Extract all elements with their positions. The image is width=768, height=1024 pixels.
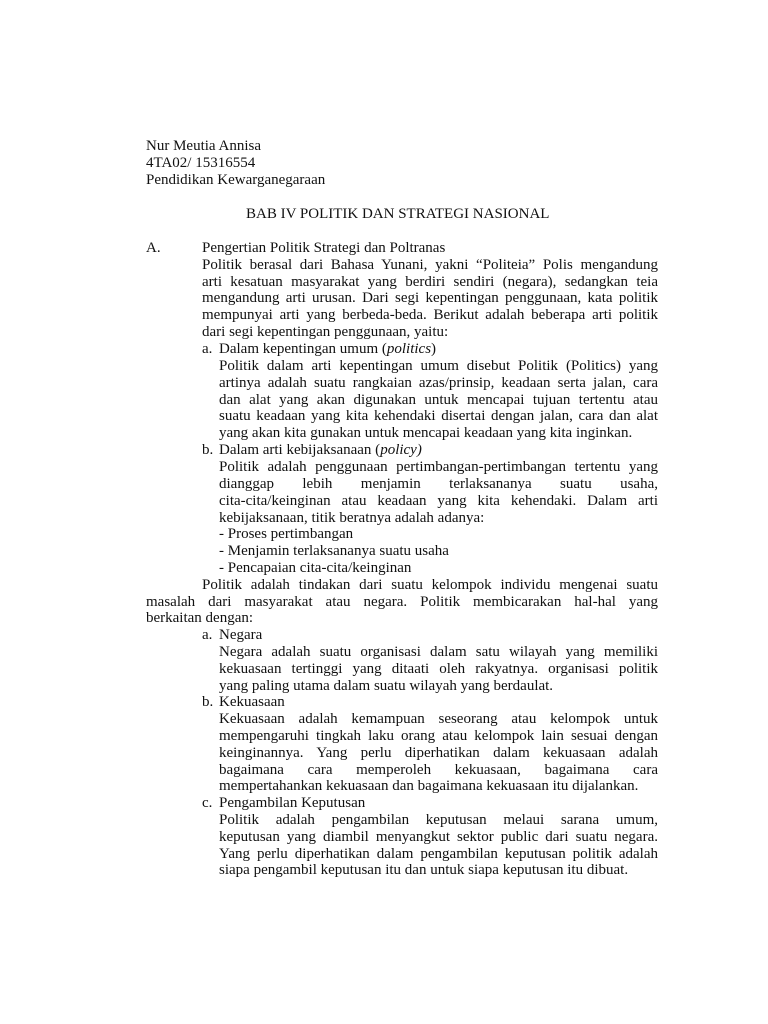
paragraph-line: Politik adalah pengambilan keputusan melaui sarana umum, bbox=[219, 812, 658, 828]
list-marker: a. bbox=[202, 627, 213, 643]
paragraph-line: Politik berasal dari Bahasa Yunani, yakni “Politeia” Polis mengandung bbox=[202, 257, 658, 273]
paragraph-line: mengandung arti urusan. Dari segi kepentingan penggunaan, kata politik bbox=[202, 290, 658, 306]
bullet-item: - Menjamin terlaksananya suatu usaha bbox=[219, 543, 449, 559]
class-id: 4TA02/ 15316554 bbox=[146, 155, 256, 171]
label-text: Dalam kepentingan umum ( bbox=[219, 341, 387, 357]
list-marker: c. bbox=[202, 795, 213, 811]
paragraph-line: Kekuasaan adalah kemampuan seseorang atau kelompok untuk bbox=[219, 711, 658, 727]
paragraph-line: mempengaruhi tingkah laku orang atau kelompok lain sesuai dengan bbox=[219, 728, 658, 744]
label-italic: policy) bbox=[380, 442, 422, 458]
author-name: Nur Meutia Annisa bbox=[146, 138, 261, 154]
paragraph-line: Yang perlu diperhatikan dalam pengambilan keputusan politik adalah bbox=[219, 846, 658, 862]
label-text: Dalam arti kebijaksanaan ( bbox=[219, 442, 381, 458]
list-marker: a. bbox=[202, 341, 213, 357]
list-item-label: Pengambilan Keputusan bbox=[219, 795, 366, 811]
paragraph-line: mempunyai arti yang berbeda-beda. Berikut adalah beberapa arti politik bbox=[202, 307, 658, 323]
paragraph-line: arti kesatuan masyarakat yang berdiri sendiri (negara), sedangkan teia bbox=[202, 274, 658, 290]
paragraph-line: keputusan yang diambil menyangkut sektor public dari suatu negara. bbox=[219, 829, 658, 845]
list-item-label bbox=[219, 341, 436, 358]
paragraph-line: Politik adalah tindakan dari suatu kelompok individu mengenai suatu bbox=[202, 577, 658, 593]
label-italic: politics bbox=[386, 341, 432, 357]
list-marker: b. bbox=[202, 694, 214, 710]
paragraph-line: cita-cita/keinginan atau keadaan yang kita kehendaki. Dalam arti bbox=[219, 493, 658, 509]
bullet-item: - Proses pertimbangan bbox=[219, 526, 354, 542]
paragraph-line: suatu keadaan yang kita kehendaki disertai dengan jalan, cara dan alat bbox=[219, 408, 658, 424]
paragraph-line: dan alat yang akan digunakan untuk mencapai tujuan tertentu atau bbox=[219, 392, 658, 408]
label-text: ) bbox=[431, 341, 437, 357]
section-heading: Pengertian Politik Strategi dan Poltranas bbox=[202, 240, 446, 256]
paragraph-line: kekuasaan tertinggi yang ditaati oleh rakyatnya. organisasi politik bbox=[219, 661, 658, 677]
paragraph-line: Politik dalam arti kepentingan umum disebut Politik (Politics) yang bbox=[219, 358, 658, 374]
course-name: Pendidikan Kewarganegaraan bbox=[146, 172, 326, 188]
paragraph-line: berkaitan dengan: bbox=[146, 610, 254, 626]
paragraph-line: dianggap lebih menjamin terlaksananya suatu usaha, bbox=[219, 476, 658, 492]
paragraph-line: yang akan kita gunakan untuk mencapai keadaan yang kita inginkan. bbox=[219, 425, 633, 441]
paragraph-line: artinya adalah suatu rangkaian azas/prinsip, keadaan serta jalan, cara bbox=[219, 375, 658, 391]
section-marker: A. bbox=[146, 240, 161, 256]
bullet-item: - Pencapaian cita-cita/keinginan bbox=[219, 560, 412, 576]
list-item-label bbox=[219, 442, 422, 459]
paragraph-line: keinginannya. Yang perlu diperhatikan dalam kekuasaan adalah bbox=[219, 745, 658, 761]
paragraph-line: yang paling utama dalam suatu wilayah yang berdaulat. bbox=[219, 678, 554, 694]
chapter-title: BAB IV POLITIK DAN STRATEGI NASIONAL bbox=[246, 206, 550, 222]
paragraph-line: mempertahankan kekuasaan dan bagaimana kekuasaan itu dijalankan. bbox=[219, 778, 639, 794]
paragraph-line: siapa pengambil keputusan itu dan untuk siapa keputusan itu dibuat. bbox=[219, 862, 629, 878]
paragraph-line: Politik adalah penggunaan pertimbangan-pertimbangan tertentu yang bbox=[219, 459, 658, 475]
paragraph-line: dari segi kepentingan penggunaan, yaitu: bbox=[202, 324, 449, 340]
list-item-label: Negara bbox=[219, 627, 263, 643]
paragraph-line: bagaimana cara memperoleh kekuasaan, bagaimana cara bbox=[219, 762, 658, 778]
list-item-label: Kekuasaan bbox=[219, 694, 285, 710]
paragraph-line: masalah dari masyarakat atau negara. Politik membicarakan hal-hal yang bbox=[146, 594, 658, 610]
paragraph-line: Negara adalah suatu organisasi dalam satu wilayah yang memiliki bbox=[219, 644, 658, 660]
paragraph-line: kebijaksanaan, titik beratnya adalah adanya: bbox=[219, 510, 485, 526]
list-marker: b. bbox=[202, 442, 214, 458]
